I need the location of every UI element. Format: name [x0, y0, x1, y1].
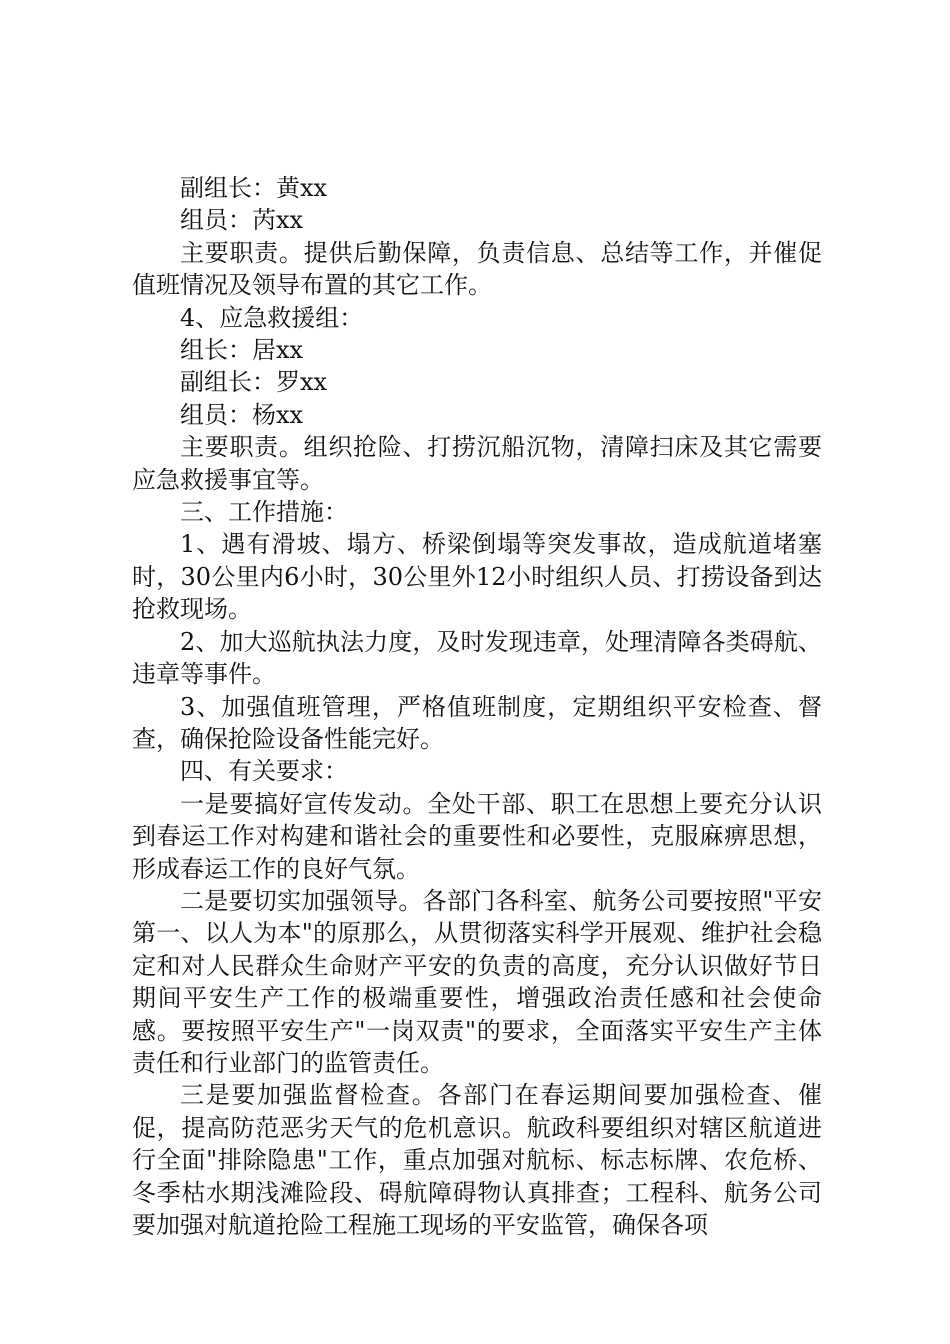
paragraph-member-1: 组员：芮xx: [180, 206, 304, 235]
paragraph-leader-2: 组长：居xx: [180, 336, 304, 365]
document-body: [132, 172, 822, 1241]
paragraph-measure-3: 3、加强值班管理，严格值班制度，定期组织平安检查、督查，确保抢险设备性能完好。: [132, 692, 822, 753]
paragraph-measure-1: 1、遇有滑坡、塌方、桥梁倒塌等突发事故，造成航道堵塞时，30公里内6小时，30公里外12小时组织人员、打捞设备到达抢救现场。: [132, 530, 822, 624]
paragraph-requirement-1: 一是要搞好宣传发动。全处干部、职工在思想上要充分认识到春运工作对构建和谐社会的重要性和必要性，克服麻痹思想，形成春运工作的良好气氛。: [132, 789, 822, 883]
paragraph-requirement-3: 三是要加强监督检查。各部门在春运期间要加强检查、催促，提高防范恶劣天气的危机意识。航政科要组织对辖区航道进行全面"排除隐患"工作，重点加强对航标、标志标牌、农危桥、冬季枯水期浅滩险段、碍航障碍物认真排查；工程科、航务公司要加强对航道抢险工程施工现场的平安监管，确保各项: [132, 1081, 822, 1239]
section-heading-work-measures: 三、工作措施：: [180, 498, 348, 527]
paragraph-deputy-leader-2: 副组长：罗xx: [180, 368, 328, 397]
paragraph-member-2: 组员：杨xx: [180, 400, 304, 429]
paragraph-duties-1: 主要职责。提供后勤保障，负责信息、总结等工作，并催促值班情况及领导布置的其它工作。: [132, 238, 822, 300]
paragraph-measure-2: 2、加大巡航执法力度，及时发现违章，处理清障各类碍航、违章等事件。: [132, 627, 822, 689]
paragraph-requirement-2: 二是要切实加强领导。各部门各科室、航务公司要按照"平安第一、以人为本"的原那么，从贯彻落实科学开展观、维护社会稳定和对人民群众生命财产平安的负责的高度，充分认识做好节日期间平安生产工作的极端重要性，增强政治责任感和社会使命感。要按照平安生产"一岗双责"的要求，全面落实平安生产主体责任和行业部门的监管责任。: [132, 886, 822, 1077]
section-heading-requirements: 四、有关要求：: [180, 757, 348, 786]
paragraph-duties-2: 主要职责。组织抢险、打捞沉船沉物，清障扫床及其它需要应急救援事宜等。: [132, 433, 822, 494]
paragraph-rescue-group-heading: 4、应急救援组：: [180, 303, 364, 332]
paragraph-deputy-leader-1: 副组长：黄xx: [180, 174, 328, 202]
